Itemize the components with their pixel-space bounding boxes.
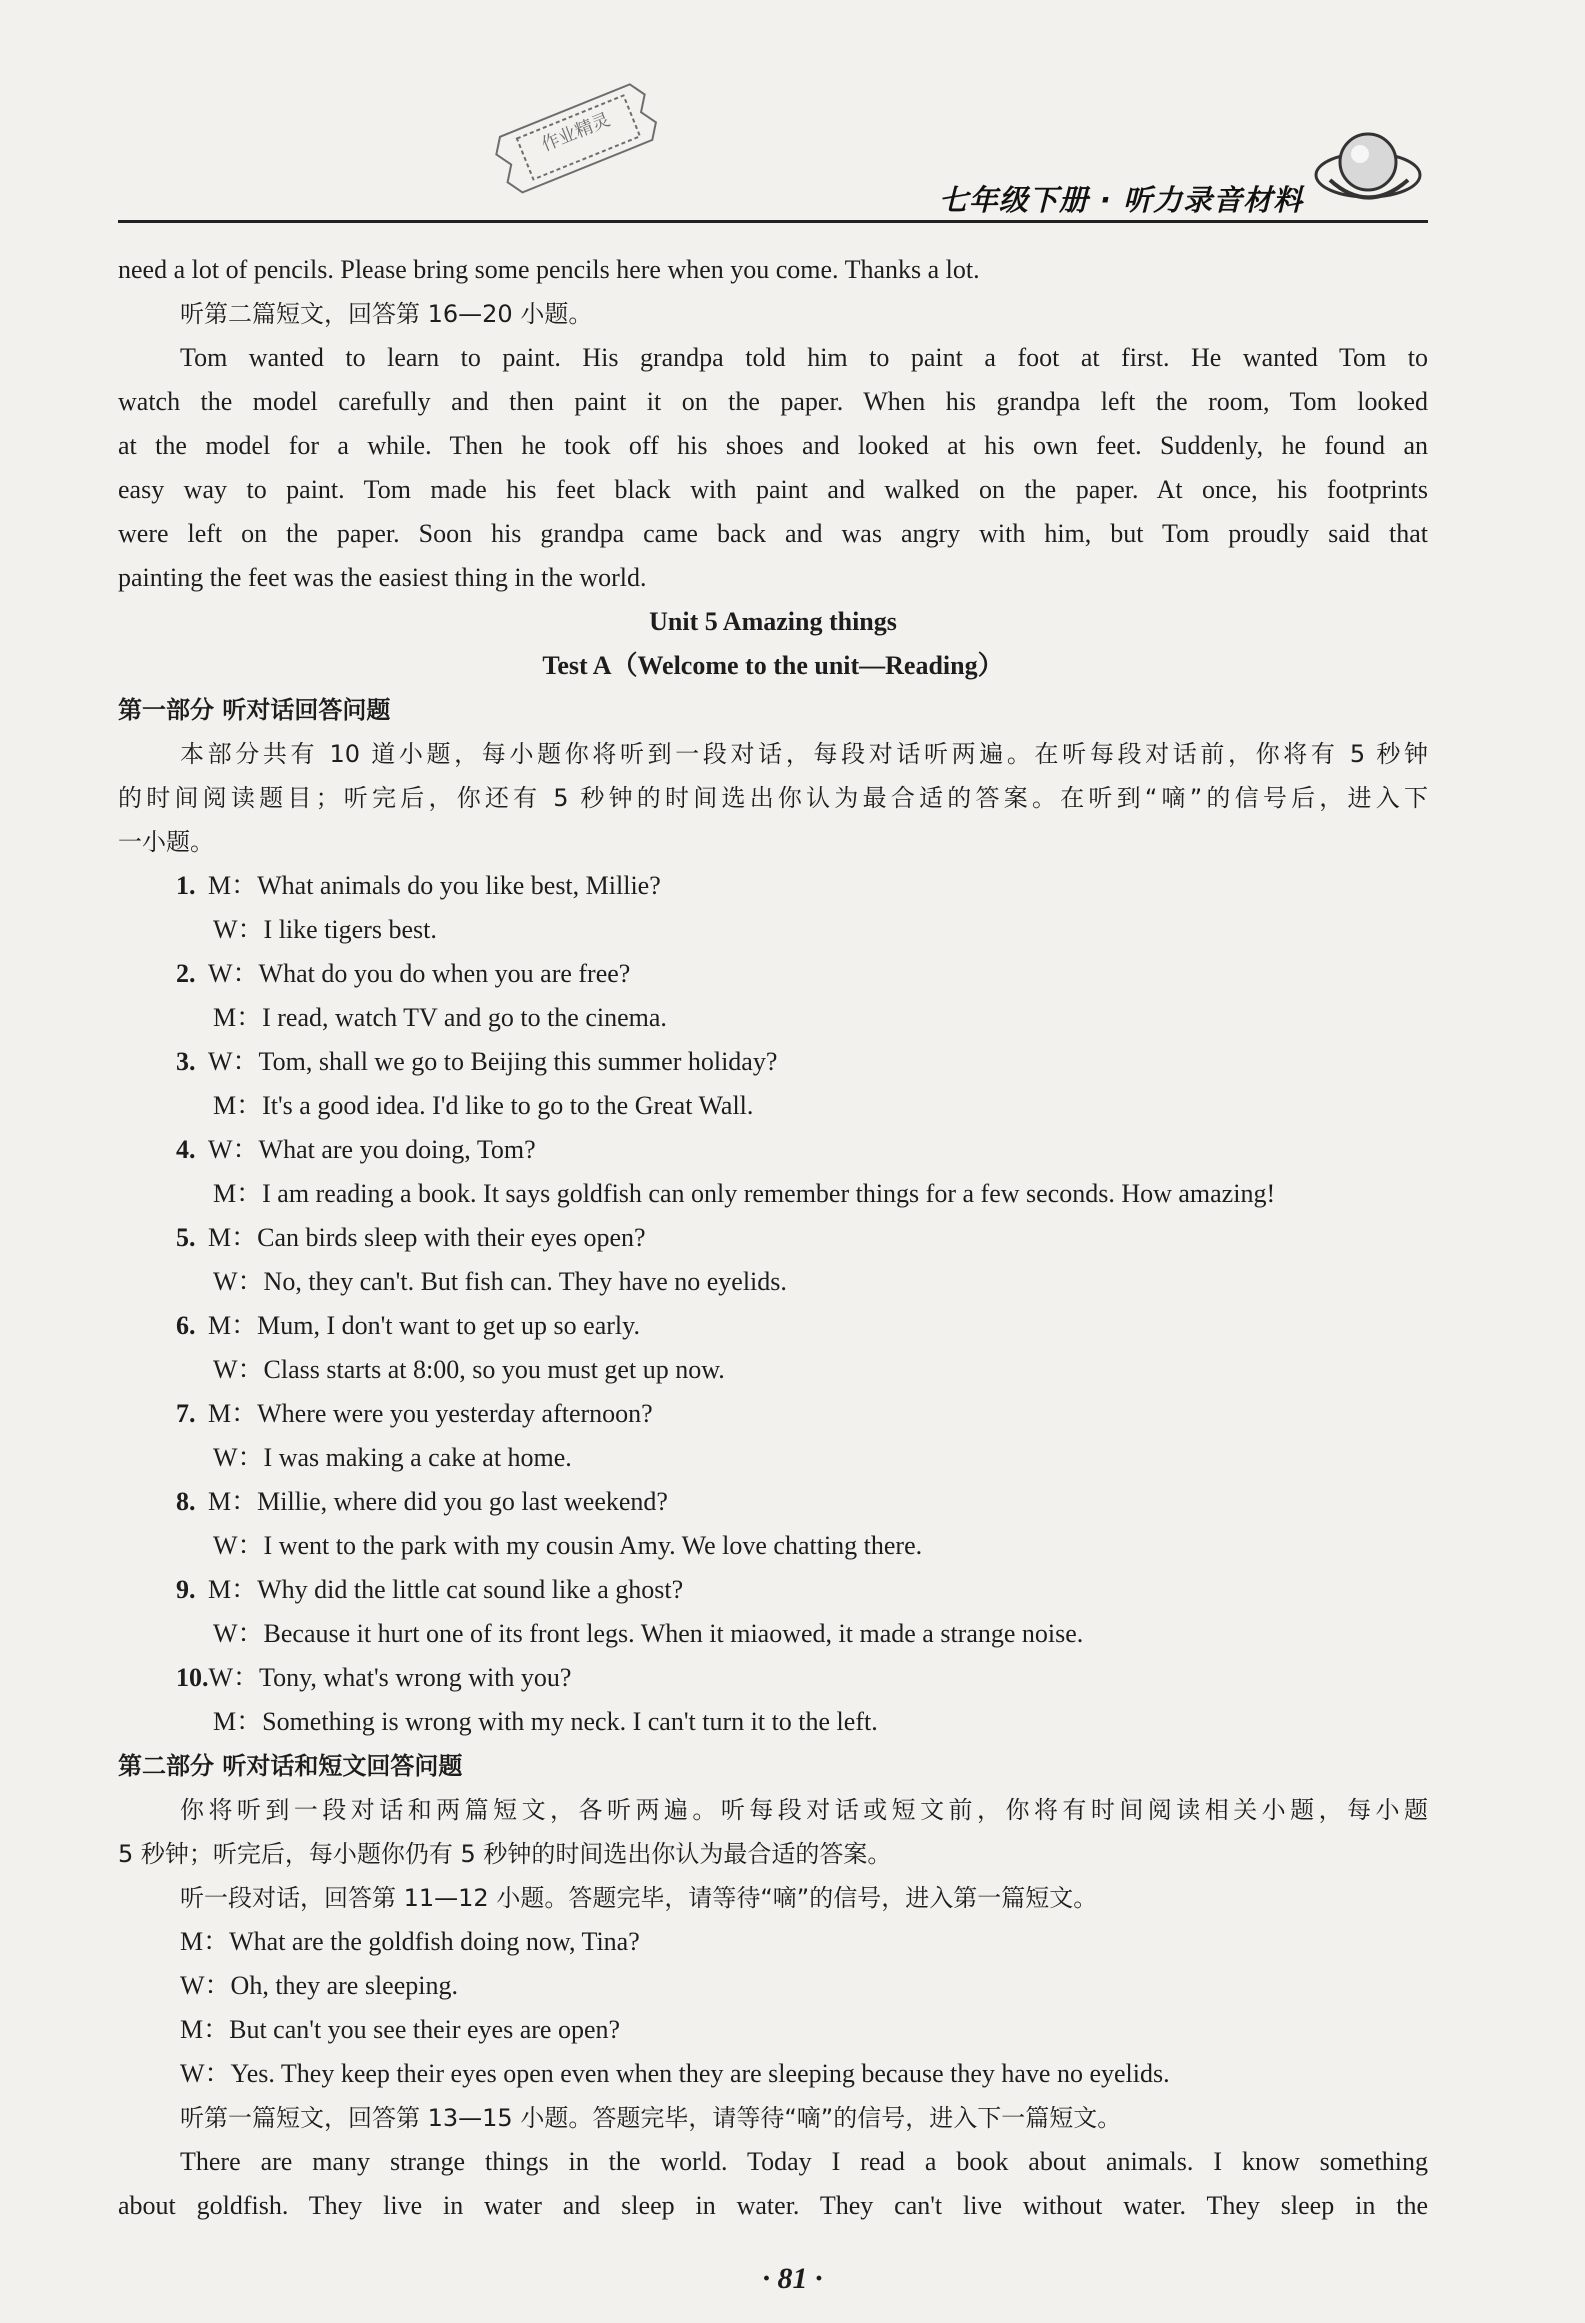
text-line bbox=[118, 1128, 1428, 1172]
text-line bbox=[118, 292, 1428, 336]
text-line bbox=[118, 952, 1428, 996]
text-line bbox=[118, 688, 1428, 732]
text-line bbox=[118, 1216, 1428, 1260]
line-text: M：But can't you see their eyes are open? bbox=[180, 2015, 621, 2044]
line-text: Test A（Welcome to the unit—Reading） bbox=[542, 651, 1004, 680]
question-number: 5. bbox=[176, 1223, 196, 1252]
line-text: W：Because it hurt one of its front legs. When it miaowed, it made a strange noise. bbox=[213, 1619, 1084, 1648]
page-number: · 81 · bbox=[762, 2262, 823, 2295]
line-text: W：I was making a cake at home. bbox=[213, 1443, 572, 1472]
line-text: were left on the paper. Soon his grandpa came back and was angry with him, but Tom proudly said that bbox=[118, 519, 1428, 548]
line-text: Tom wanted to learn to paint. His grandpa told him to paint a foot at first. He wanted Tom to bbox=[180, 343, 1428, 372]
text-line bbox=[118, 996, 1428, 1040]
line-text: W：Class starts at 8:00, so you must get up now. bbox=[213, 1355, 725, 1384]
question-number: 1. bbox=[176, 871, 196, 900]
text-line bbox=[118, 380, 1428, 424]
text-line bbox=[118, 1392, 1428, 1436]
text-line bbox=[118, 908, 1428, 952]
line-text: M：Can birds sleep with their eyes open? bbox=[208, 1223, 646, 1252]
text-line bbox=[118, 864, 1428, 908]
text-line bbox=[118, 732, 1428, 776]
header-rule bbox=[118, 220, 1428, 223]
text-line bbox=[118, 1260, 1428, 1304]
text-line bbox=[118, 1656, 1428, 1700]
line-text: easy way to paint. Tom made his feet black with paint and walked on the paper. At once, his footprints bbox=[118, 475, 1428, 504]
text-line bbox=[118, 1348, 1428, 1392]
line-text: W：Yes. They keep their eyes open even when they are sleeping because they have no eyelids. bbox=[180, 2059, 1170, 2088]
line-text: M：Mum, I don't want to get up so early. bbox=[208, 1311, 640, 1340]
text-line bbox=[118, 776, 1428, 820]
line-text: 第一部分 听对话回答问题 bbox=[118, 696, 391, 724]
line-text: at the model for a while. Then he took off his shoes and looked at his own feet. Suddenly, he found an bbox=[118, 431, 1428, 460]
line-text: M：Why did the little cat sound like a ghost? bbox=[208, 1575, 684, 1604]
line-text: 的时间阅读题目；听完后，你还有 5 秒钟的时间选出你认为最合适的答案。在听到“嘀”的信号后，进入下 bbox=[118, 784, 1428, 812]
text-line bbox=[118, 2184, 1428, 2228]
question-number: 9. bbox=[176, 1575, 196, 1604]
text-line bbox=[118, 1876, 1428, 1920]
line-text: 听第二篇短文，回答第 16—20 小题。 bbox=[180, 300, 593, 328]
text-line bbox=[118, 2052, 1428, 2096]
text-line bbox=[118, 1436, 1428, 1480]
line-text: W：What are you doing, Tom? bbox=[208, 1135, 536, 1164]
text-line bbox=[118, 820, 1428, 864]
stamp-logo-icon bbox=[448, 68, 708, 218]
line-text: 5 秒钟；听完后，每小题你仍有 5 秒钟的时间选出你认为最合适的答案。 bbox=[118, 1840, 892, 1868]
text-line bbox=[118, 1920, 1428, 1964]
line-text: M：I read, watch TV and go to the cinema. bbox=[213, 1003, 667, 1032]
question-number: 6. bbox=[176, 1311, 196, 1340]
text-line bbox=[118, 336, 1428, 380]
text-line bbox=[118, 1568, 1428, 1612]
text-line bbox=[118, 512, 1428, 556]
text-line bbox=[118, 600, 1428, 644]
line-text: M：Millie, where did you go last weekend? bbox=[208, 1487, 668, 1516]
text-line bbox=[118, 468, 1428, 512]
line-text: W：No, they can't. But fish can. They have no eyelids. bbox=[213, 1267, 787, 1296]
line-text: W：I like tigers best. bbox=[213, 915, 437, 944]
line-text: W：Oh, they are sleeping. bbox=[180, 1971, 458, 2000]
question-number: 3. bbox=[176, 1047, 196, 1076]
question-number: 8. bbox=[176, 1487, 196, 1516]
body-text bbox=[118, 248, 1428, 2228]
line-text: painting the feet was the easiest thing in the world. bbox=[118, 563, 647, 592]
text-line bbox=[118, 1700, 1428, 1744]
text-line bbox=[118, 1788, 1428, 1832]
line-text: M：I am reading a book. It says goldfish can only remember things for a few seconds. How amazing! bbox=[213, 1179, 1276, 1208]
text-line bbox=[118, 1084, 1428, 1128]
question-number: 4. bbox=[176, 1135, 196, 1164]
text-line bbox=[118, 248, 1428, 292]
line-text: 第二部分 听对话和短文回答问题 bbox=[118, 1752, 463, 1780]
line-text: need a lot of pencils. Please bring some pencils here when you come. Thanks a lot. bbox=[118, 255, 980, 284]
line-text: 你将听到一段对话和两篇短文，各听两遍。听每段对话或短文前，你将有时间阅读相关小题，每小题 bbox=[180, 1796, 1428, 1824]
line-text: M：What are the goldfish doing now, Tina? bbox=[180, 1927, 640, 1956]
line-text: W：Tony, what's wrong with you? bbox=[208, 1663, 572, 1692]
page-header bbox=[118, 60, 1428, 230]
text-line bbox=[118, 1172, 1428, 1216]
headphone-globe-icon bbox=[1310, 120, 1428, 220]
line-text: W：What do you do when you are free? bbox=[208, 959, 631, 988]
text-line bbox=[118, 644, 1428, 688]
line-text: about goldfish. They live in water and sleep in water. They can't live without water. They sleep in the bbox=[118, 2191, 1428, 2220]
text-line bbox=[118, 2140, 1428, 2184]
text-line bbox=[118, 1612, 1428, 1656]
text-line bbox=[118, 1040, 1428, 1084]
line-text: M：Something is wrong with my neck. I can't turn it to the left. bbox=[213, 1707, 878, 1736]
text-line bbox=[118, 1480, 1428, 1524]
text-line bbox=[118, 1524, 1428, 1568]
question-number: 2. bbox=[176, 959, 196, 988]
line-text: 一小题。 bbox=[118, 828, 214, 856]
line-text: W：Tom, shall we go to Beijing this summer holiday? bbox=[208, 1047, 778, 1076]
line-text: 听一段对话，回答第 11—12 小题。答题完毕，请等待“嘀”的信号，进入第一篇短文。 bbox=[180, 1884, 1098, 1912]
text-line bbox=[118, 556, 1428, 600]
text-line bbox=[118, 424, 1428, 468]
line-text: 本部分共有 10 道小题，每小题你将听到一段对话，每段对话听两遍。在听每段对话前，你将有 5 秒钟 bbox=[180, 740, 1428, 768]
line-text: There are many strange things in the world. Today I read a book about animals. I know something bbox=[180, 2147, 1428, 2176]
text-line bbox=[118, 2008, 1428, 2052]
text-line bbox=[118, 1832, 1428, 1876]
line-text: 听第一篇短文，回答第 13—15 小题。答题完毕，请等待“嘀”的信号，进入下一篇短文。 bbox=[180, 2104, 1122, 2132]
running-head: 七年级下册 · 听力录音材料 bbox=[938, 183, 1303, 217]
text-line bbox=[118, 1744, 1428, 1788]
line-text: M：What animals do you like best, Millie? bbox=[208, 871, 661, 900]
line-text: M：Where were you yesterday afternoon? bbox=[208, 1399, 653, 1428]
text-line bbox=[118, 2096, 1428, 2140]
question-number: 7. bbox=[176, 1399, 196, 1428]
line-text: Unit 5 Amazing things bbox=[649, 607, 897, 636]
line-text: W：I went to the park with my cousin Amy. We love chatting there. bbox=[213, 1531, 923, 1560]
line-text: M：It's a good idea. I'd like to go to the Great Wall. bbox=[213, 1091, 754, 1120]
line-text: watch the model carefully and then paint it on the paper. When his grandpa left the room, Tom looked bbox=[118, 387, 1428, 416]
svg-text:作业精灵: 作业精灵 bbox=[538, 109, 614, 156]
text-line bbox=[118, 1964, 1428, 2008]
text-line bbox=[118, 1304, 1428, 1348]
question-number: 10. bbox=[176, 1663, 209, 1692]
